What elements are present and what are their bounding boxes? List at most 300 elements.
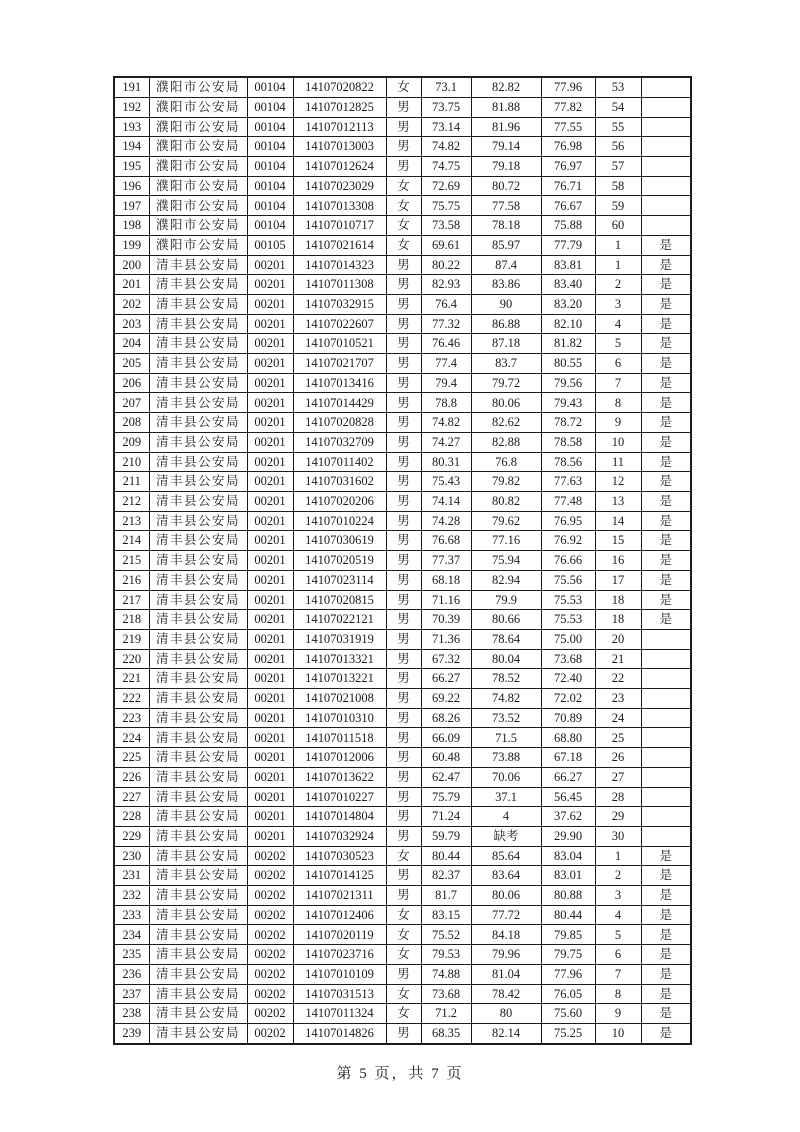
rank-cell: 2 xyxy=(595,275,641,295)
score1-cell: 78.8 xyxy=(421,393,471,413)
row-number-cell: 232 xyxy=(114,886,149,906)
gender-cell: 男 xyxy=(386,787,421,807)
qualified-flag-cell: 是 xyxy=(641,472,691,492)
qualified-flag-cell: 是 xyxy=(641,945,691,965)
score2-cell: 缺考 xyxy=(471,826,541,846)
score1-cell: 75.79 xyxy=(421,787,471,807)
score2-cell: 81.04 xyxy=(471,964,541,984)
qualified-flag-cell xyxy=(641,689,691,709)
exam-id-cell: 14107011308 xyxy=(293,275,386,295)
score2-cell: 78.18 xyxy=(471,216,541,236)
total-score-cell: 67.18 xyxy=(541,748,595,768)
score1-cell: 71.16 xyxy=(421,590,471,610)
total-score-cell: 75.53 xyxy=(541,590,595,610)
table-row xyxy=(114,157,691,177)
row-number-cell: 199 xyxy=(114,235,149,255)
gender-cell: 女 xyxy=(386,846,421,866)
score2-cell: 74.82 xyxy=(471,689,541,709)
position-code-cell: 00104 xyxy=(247,196,293,216)
score2-cell: 79.96 xyxy=(471,945,541,965)
rank-cell: 8 xyxy=(595,984,641,1004)
position-code-cell: 00104 xyxy=(247,216,293,236)
table-row xyxy=(114,1004,691,1024)
gender-cell: 女 xyxy=(386,196,421,216)
table-row xyxy=(114,728,691,748)
score1-cell: 59.79 xyxy=(421,826,471,846)
score2-cell: 73.52 xyxy=(471,708,541,728)
position-code-cell: 00201 xyxy=(247,472,293,492)
unit-name-cell: 清丰县公安局 xyxy=(149,984,247,1004)
gender-cell: 男 xyxy=(386,649,421,669)
score1-cell: 74.14 xyxy=(421,491,471,511)
rank-cell: 11 xyxy=(595,452,641,472)
total-score-cell: 82.10 xyxy=(541,314,595,334)
qualified-flag-cell xyxy=(641,137,691,157)
total-score-cell: 77.55 xyxy=(541,117,595,137)
score2-cell: 79.82 xyxy=(471,472,541,492)
exam-id-cell: 14107023716 xyxy=(293,945,386,965)
score1-cell: 75.52 xyxy=(421,925,471,945)
qualified-flag-cell: 是 xyxy=(641,275,691,295)
total-score-cell: 83.81 xyxy=(541,255,595,275)
exam-id-cell: 14107013416 xyxy=(293,373,386,393)
position-code-cell: 00201 xyxy=(247,629,293,649)
exam-id-cell: 14107020119 xyxy=(293,925,386,945)
unit-name-cell: 清丰县公安局 xyxy=(149,570,247,590)
position-code-cell: 00201 xyxy=(247,275,293,295)
rank-cell: 60 xyxy=(595,216,641,236)
rank-cell: 57 xyxy=(595,157,641,177)
position-code-cell: 00201 xyxy=(247,491,293,511)
results-table-body xyxy=(114,77,691,1044)
rank-cell: 55 xyxy=(595,117,641,137)
qualified-flag-cell: 是 xyxy=(641,294,691,314)
row-number-cell: 212 xyxy=(114,491,149,511)
row-number-cell: 206 xyxy=(114,373,149,393)
score1-cell: 82.37 xyxy=(421,866,471,886)
score2-cell: 76.8 xyxy=(471,452,541,472)
rank-cell: 2 xyxy=(595,866,641,886)
unit-name-cell: 清丰县公安局 xyxy=(149,511,247,531)
qualified-flag-cell xyxy=(641,176,691,196)
unit-name-cell: 清丰县公安局 xyxy=(149,255,247,275)
gender-cell: 男 xyxy=(386,413,421,433)
exam-id-cell: 14107014429 xyxy=(293,393,386,413)
rank-cell: 14 xyxy=(595,511,641,531)
total-score-cell: 76.98 xyxy=(541,137,595,157)
row-number-cell: 216 xyxy=(114,570,149,590)
score1-cell: 79.4 xyxy=(421,373,471,393)
exam-id-cell: 14107023029 xyxy=(293,176,386,196)
row-number-cell: 221 xyxy=(114,669,149,689)
qualified-flag-cell: 是 xyxy=(641,570,691,590)
gender-cell: 女 xyxy=(386,905,421,925)
row-number-cell: 192 xyxy=(114,97,149,117)
score1-cell: 73.1 xyxy=(421,77,471,97)
row-number-cell: 210 xyxy=(114,452,149,472)
score1-cell: 69.22 xyxy=(421,689,471,709)
unit-name-cell: 清丰县公安局 xyxy=(149,354,247,374)
total-score-cell: 83.01 xyxy=(541,866,595,886)
score1-cell: 74.82 xyxy=(421,137,471,157)
rank-cell: 1 xyxy=(595,846,641,866)
gender-cell: 男 xyxy=(386,472,421,492)
total-score-cell: 79.43 xyxy=(541,393,595,413)
table-row xyxy=(114,216,691,236)
unit-name-cell: 清丰县公安局 xyxy=(149,551,247,571)
row-number-cell: 225 xyxy=(114,748,149,768)
rank-cell: 17 xyxy=(595,570,641,590)
row-number-cell: 222 xyxy=(114,689,149,709)
position-code-cell: 00202 xyxy=(247,945,293,965)
total-score-cell: 78.72 xyxy=(541,413,595,433)
row-number-cell: 196 xyxy=(114,176,149,196)
rank-cell: 18 xyxy=(595,610,641,630)
table-row xyxy=(114,413,691,433)
score1-cell: 66.27 xyxy=(421,669,471,689)
score1-cell: 70.39 xyxy=(421,610,471,630)
score1-cell: 71.2 xyxy=(421,1004,471,1024)
gender-cell: 男 xyxy=(386,373,421,393)
rank-cell: 29 xyxy=(595,807,641,827)
rank-cell: 58 xyxy=(595,176,641,196)
exam-id-cell: 14107011324 xyxy=(293,1004,386,1024)
rank-cell: 15 xyxy=(595,531,641,551)
score1-cell: 76.46 xyxy=(421,334,471,354)
total-score-cell: 79.75 xyxy=(541,945,595,965)
total-score-cell: 72.02 xyxy=(541,689,595,709)
qualified-flag-cell xyxy=(641,787,691,807)
score1-cell: 83.15 xyxy=(421,905,471,925)
total-score-cell: 80.55 xyxy=(541,354,595,374)
table-row xyxy=(114,314,691,334)
position-code-cell: 00202 xyxy=(247,964,293,984)
row-number-cell: 223 xyxy=(114,708,149,728)
gender-cell: 女 xyxy=(386,945,421,965)
score1-cell: 80.22 xyxy=(421,255,471,275)
row-number-cell: 237 xyxy=(114,984,149,1004)
table-row xyxy=(114,787,691,807)
unit-name-cell: 濮阳市公安局 xyxy=(149,216,247,236)
exam-id-cell: 14107010109 xyxy=(293,964,386,984)
total-score-cell: 76.05 xyxy=(541,984,595,1004)
gender-cell: 男 xyxy=(386,157,421,177)
score1-cell: 77.4 xyxy=(421,354,471,374)
rank-cell: 24 xyxy=(595,708,641,728)
score2-cell: 85.97 xyxy=(471,235,541,255)
gender-cell: 男 xyxy=(386,432,421,452)
row-number-cell: 198 xyxy=(114,216,149,236)
total-score-cell: 75.25 xyxy=(541,1023,595,1044)
score2-cell: 83.64 xyxy=(471,866,541,886)
score2-cell: 84.18 xyxy=(471,925,541,945)
exam-id-cell: 14107010227 xyxy=(293,787,386,807)
position-code-cell: 00201 xyxy=(247,531,293,551)
table-row xyxy=(114,354,691,374)
unit-name-cell: 清丰县公安局 xyxy=(149,629,247,649)
score2-cell: 79.9 xyxy=(471,590,541,610)
row-number-cell: 231 xyxy=(114,866,149,886)
rank-cell: 18 xyxy=(595,590,641,610)
exam-id-cell: 14107021614 xyxy=(293,235,386,255)
gender-cell: 女 xyxy=(386,216,421,236)
row-number-cell: 193 xyxy=(114,117,149,137)
total-score-cell: 76.95 xyxy=(541,511,595,531)
qualified-flag-cell: 是 xyxy=(641,452,691,472)
qualified-flag-cell: 是 xyxy=(641,334,691,354)
score2-cell: 83.7 xyxy=(471,354,541,374)
total-score-cell: 68.80 xyxy=(541,728,595,748)
rank-cell: 1 xyxy=(595,235,641,255)
score1-cell: 73.58 xyxy=(421,216,471,236)
unit-name-cell: 清丰县公安局 xyxy=(149,590,247,610)
score2-cell: 82.62 xyxy=(471,413,541,433)
unit-name-cell: 清丰县公安局 xyxy=(149,905,247,925)
position-code-cell: 00201 xyxy=(247,826,293,846)
exam-id-cell: 14107010717 xyxy=(293,216,386,236)
rank-cell: 27 xyxy=(595,767,641,787)
rank-cell: 4 xyxy=(595,314,641,334)
score1-cell: 79.53 xyxy=(421,945,471,965)
qualified-flag-cell: 是 xyxy=(641,373,691,393)
score2-cell: 79.72 xyxy=(471,373,541,393)
position-code-cell: 00202 xyxy=(247,846,293,866)
score1-cell: 74.88 xyxy=(421,964,471,984)
total-score-cell: 77.48 xyxy=(541,491,595,511)
exam-id-cell: 14107022121 xyxy=(293,610,386,630)
exam-id-cell: 14107013321 xyxy=(293,649,386,669)
total-score-cell: 77.96 xyxy=(541,964,595,984)
qualified-flag-cell: 是 xyxy=(641,551,691,571)
table-row xyxy=(114,984,691,1004)
total-score-cell: 76.71 xyxy=(541,176,595,196)
rank-cell: 3 xyxy=(595,294,641,314)
gender-cell: 男 xyxy=(386,294,421,314)
unit-name-cell: 清丰县公安局 xyxy=(149,393,247,413)
score1-cell: 74.28 xyxy=(421,511,471,531)
gender-cell: 男 xyxy=(386,275,421,295)
table-row xyxy=(114,866,691,886)
unit-name-cell: 清丰县公安局 xyxy=(149,294,247,314)
rank-cell: 16 xyxy=(595,551,641,571)
position-code-cell: 00201 xyxy=(247,787,293,807)
score2-cell: 85.64 xyxy=(471,846,541,866)
unit-name-cell: 清丰县公安局 xyxy=(149,964,247,984)
total-score-cell: 37.62 xyxy=(541,807,595,827)
unit-name-cell: 清丰县公安局 xyxy=(149,886,247,906)
table-row xyxy=(114,964,691,984)
exam-id-cell: 14107013622 xyxy=(293,767,386,787)
exam-id-cell: 14107012624 xyxy=(293,157,386,177)
rank-cell: 4 xyxy=(595,905,641,925)
score1-cell: 76.68 xyxy=(421,531,471,551)
score1-cell: 60.48 xyxy=(421,748,471,768)
position-code-cell: 00104 xyxy=(247,137,293,157)
total-score-cell: 80.88 xyxy=(541,886,595,906)
position-code-cell: 00104 xyxy=(247,117,293,137)
rank-cell: 1 xyxy=(595,255,641,275)
exam-id-cell: 14107022607 xyxy=(293,314,386,334)
rank-cell: 5 xyxy=(595,334,641,354)
exam-id-cell: 14107012406 xyxy=(293,905,386,925)
score2-cell: 79.18 xyxy=(471,157,541,177)
unit-name-cell: 清丰县公安局 xyxy=(149,669,247,689)
rank-cell: 59 xyxy=(595,196,641,216)
unit-name-cell: 清丰县公安局 xyxy=(149,1004,247,1024)
gender-cell: 女 xyxy=(386,235,421,255)
position-code-cell: 00201 xyxy=(247,551,293,571)
exam-id-cell: 14107020206 xyxy=(293,491,386,511)
rank-cell: 23 xyxy=(595,689,641,709)
unit-name-cell: 清丰县公安局 xyxy=(149,491,247,511)
score1-cell: 81.7 xyxy=(421,886,471,906)
rank-cell: 26 xyxy=(595,748,641,768)
table-row xyxy=(114,137,691,157)
score2-cell: 77.58 xyxy=(471,196,541,216)
position-code-cell: 00201 xyxy=(247,590,293,610)
gender-cell: 男 xyxy=(386,1023,421,1044)
results-table xyxy=(113,76,692,1045)
exam-id-cell: 14107011402 xyxy=(293,452,386,472)
unit-name-cell: 清丰县公安局 xyxy=(149,472,247,492)
exam-id-cell: 14107031602 xyxy=(293,472,386,492)
unit-name-cell: 濮阳市公安局 xyxy=(149,157,247,177)
exam-id-cell: 14107010224 xyxy=(293,511,386,531)
unit-name-cell: 清丰县公安局 xyxy=(149,767,247,787)
qualified-flag-cell xyxy=(641,826,691,846)
score2-cell: 78.42 xyxy=(471,984,541,1004)
table-row xyxy=(114,373,691,393)
position-code-cell: 00202 xyxy=(247,984,293,1004)
position-code-cell: 00201 xyxy=(247,294,293,314)
qualified-flag-cell xyxy=(641,196,691,216)
qualified-flag-cell: 是 xyxy=(641,590,691,610)
score2-cell: 37.1 xyxy=(471,787,541,807)
row-number-cell: 236 xyxy=(114,964,149,984)
table-row xyxy=(114,669,691,689)
score1-cell: 80.31 xyxy=(421,452,471,472)
table-row xyxy=(114,117,691,137)
rank-cell: 28 xyxy=(595,787,641,807)
page-number-footer: 第 5 页，共 7 页 xyxy=(336,1066,464,1082)
row-number-cell: 197 xyxy=(114,196,149,216)
qualified-flag-cell xyxy=(641,97,691,117)
gender-cell: 男 xyxy=(386,97,421,117)
qualified-flag-cell: 是 xyxy=(641,314,691,334)
score2-cell: 82.82 xyxy=(471,77,541,97)
total-score-cell: 56.45 xyxy=(541,787,595,807)
score2-cell: 77.16 xyxy=(471,531,541,551)
row-number-cell: 239 xyxy=(114,1023,149,1044)
total-score-cell: 81.82 xyxy=(541,334,595,354)
unit-name-cell: 清丰县公安局 xyxy=(149,334,247,354)
score2-cell: 73.88 xyxy=(471,748,541,768)
total-score-cell: 29.90 xyxy=(541,826,595,846)
table-row xyxy=(114,511,691,531)
unit-name-cell: 濮阳市公安局 xyxy=(149,97,247,117)
unit-name-cell: 清丰县公安局 xyxy=(149,413,247,433)
gender-cell: 男 xyxy=(386,708,421,728)
unit-name-cell: 濮阳市公安局 xyxy=(149,196,247,216)
score2-cell: 78.64 xyxy=(471,629,541,649)
qualified-flag-cell xyxy=(641,748,691,768)
score1-cell: 73.14 xyxy=(421,117,471,137)
table-row xyxy=(114,610,691,630)
qualified-flag-cell: 是 xyxy=(641,413,691,433)
rank-cell: 8 xyxy=(595,393,641,413)
unit-name-cell: 清丰县公安局 xyxy=(149,452,247,472)
total-score-cell: 75.00 xyxy=(541,629,595,649)
row-number-cell: 229 xyxy=(114,826,149,846)
qualified-flag-cell: 是 xyxy=(641,432,691,452)
exam-id-cell: 14107010310 xyxy=(293,708,386,728)
table-row xyxy=(114,393,691,413)
position-code-cell: 00201 xyxy=(247,334,293,354)
gender-cell: 男 xyxy=(386,964,421,984)
gender-cell: 男 xyxy=(386,767,421,787)
gender-cell: 男 xyxy=(386,866,421,886)
qualified-flag-cell xyxy=(641,728,691,748)
score2-cell: 86.88 xyxy=(471,314,541,334)
total-score-cell: 78.56 xyxy=(541,452,595,472)
table-row xyxy=(114,826,691,846)
unit-name-cell: 濮阳市公安局 xyxy=(149,235,247,255)
position-code-cell: 00201 xyxy=(247,255,293,275)
exam-id-cell: 14107020822 xyxy=(293,77,386,97)
gender-cell: 女 xyxy=(386,176,421,196)
table-row xyxy=(114,925,691,945)
total-score-cell: 77.96 xyxy=(541,77,595,97)
qualified-flag-cell: 是 xyxy=(641,255,691,275)
qualified-flag-cell: 是 xyxy=(641,886,691,906)
qualified-flag-cell xyxy=(641,77,691,97)
total-score-cell: 72.40 xyxy=(541,669,595,689)
position-code-cell: 00201 xyxy=(247,728,293,748)
position-code-cell: 00202 xyxy=(247,866,293,886)
row-number-cell: 228 xyxy=(114,807,149,827)
row-number-cell: 203 xyxy=(114,314,149,334)
score2-cell: 87.4 xyxy=(471,255,541,275)
position-code-cell: 00202 xyxy=(247,1004,293,1024)
score2-cell: 82.94 xyxy=(471,570,541,590)
unit-name-cell: 清丰县公安局 xyxy=(149,531,247,551)
total-score-cell: 79.85 xyxy=(541,925,595,945)
row-number-cell: 215 xyxy=(114,551,149,571)
position-code-cell: 00201 xyxy=(247,314,293,334)
row-number-cell: 200 xyxy=(114,255,149,275)
position-code-cell: 00202 xyxy=(247,886,293,906)
table-row xyxy=(114,275,691,295)
total-score-cell: 73.68 xyxy=(541,649,595,669)
position-code-cell: 00104 xyxy=(247,157,293,177)
gender-cell: 男 xyxy=(386,255,421,275)
rank-cell: 21 xyxy=(595,649,641,669)
exam-id-cell: 14107014125 xyxy=(293,866,386,886)
position-code-cell: 00201 xyxy=(247,649,293,669)
position-code-cell: 00201 xyxy=(247,689,293,709)
rank-cell: 10 xyxy=(595,1023,641,1044)
row-number-cell: 211 xyxy=(114,472,149,492)
rank-cell: 9 xyxy=(595,1004,641,1024)
rank-cell: 10 xyxy=(595,432,641,452)
unit-name-cell: 清丰县公安局 xyxy=(149,925,247,945)
gender-cell: 男 xyxy=(386,354,421,374)
score2-cell: 4 xyxy=(471,807,541,827)
table-row xyxy=(114,649,691,669)
score1-cell: 75.43 xyxy=(421,472,471,492)
table-row xyxy=(114,432,691,452)
row-number-cell: 195 xyxy=(114,157,149,177)
